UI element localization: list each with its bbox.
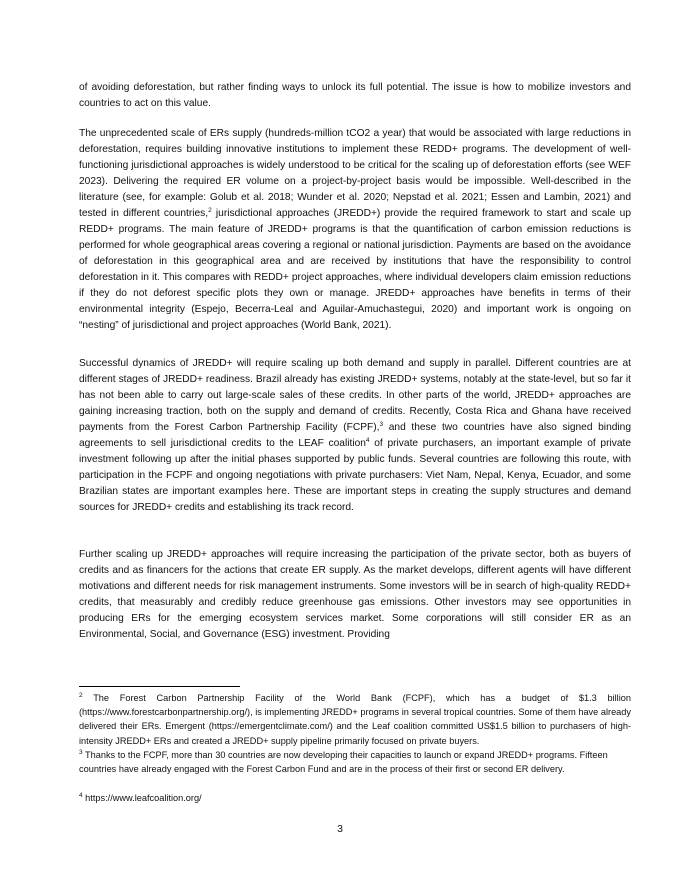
footnote-separator [79, 686, 240, 687]
paragraph-text: jurisdictional approaches (JREDD+) provide the required framework to start and scale up REDD+ programs. The main feature of JREDD+ programs is that the quantification of carbon emission reductions is performed for whole geographical areas covering a regional or national jurisdiction. Payments are based on the avoidance of deforestation in this geographical area and are received by institutions that have the responsibility to control deforestation in it. This compares with REDD+ project approaches, where individual developers claim emission reductions if they do not deforest specific plots they own or manage. JREDD+ approaches have benefits in terms of their environmental integrity (Espejo, Becerra-Leal and Aguilar-Amuchastegui, 2020) and important work is ongoing on “nesting” of jurisdictional and project approaches (World Bank, 2021). [79, 208, 631, 331]
footnote-link[interactable]: https://www.leafcoalition.org/ [82, 793, 202, 803]
footnote-text: The Forest Carbon Partnership Facility of the World Bank (FCPF), which has a budget of $1.3 billion (https://www.forestcarbonpartnership.org/), is implementing JREDD+ programs in several tropical countries. Some of them have already delivered their ERs. Emergent (https://emergentclimate.com/) and the Leaf coalition committed US$1.5 billion to purchasers of high-intensity JREDD+ ERs and created a JREDD+ supply pipeline primarily focused on private buyers. [79, 693, 631, 746]
body-paragraph [79, 547, 631, 643]
paragraph-text: Successful dynamics of JREDD+ will require scaling up both demand and supply in parallel. Different countries are at different stages of JREDD+ readiness. Brazil already has existing JREDD+ systems, notably at the state-level, but so far it has not been able to carry out large-scale sales of these credits. In other parts of the world, JREDD+ approaches are gaining increasing traction, both on the supply and demand of credits. Recently, Costa Rica and Ghana have received payments from the Forest Carbon Partnership Facility (FCPF), [79, 358, 631, 433]
footnote-text: Thanks to the FCPF, more than 30 countries are now developing their capacities to launch or expand JREDD+ programs. Fifteen countries have already engaged with the Forest Carbon Fund and are in the process of their first or second ER delivery. [79, 750, 608, 775]
footnote [79, 691, 631, 748]
footnote-mark: 2 [79, 692, 83, 699]
footnote [79, 791, 631, 805]
footnote-ref[interactable]: 2 [208, 207, 212, 214]
footnote-mark: 3 [79, 749, 83, 756]
footnote-mark: 4 [79, 792, 83, 799]
paragraph-text: of avoiding deforestation, but rather finding ways to unlock its full potential. The issue is how to mobilize investors and countries to act on this value. [79, 82, 631, 109]
paragraph-text: The unprecedented scale of ERs supply (hundreds-million tCO2 a year) that would be associated with large reductions in deforestation, requires building innovative institutions to implement these REDD+ programs. The development of well-functioning jurisdictional approaches is widely understood to be critical for the scaling up of deforestation efforts (see WEF 2023). Delivering the required ER volume on a project-by-project basis would be impossible. Well-described in the literature (see, for example: Golub et al. 2018; Wunder et al. 2020; Nepstad et al. 2021; Essen and Lambin, 2021) and tested in different countries, [79, 128, 631, 219]
paragraph-text: and these two countries have also signed binding agreements to sell jurisdictional credits to the LEAF coalition [79, 422, 631, 449]
body-paragraph [79, 356, 631, 516]
paragraph-text: of private purchasers, an important example of private investment following up after the initial phases supported by public funds. Several countries are following this route, with participation in the FCPF and ongoing negotiations with private purchasers: Viet Nam, Nepal, Kenya, Ecuador, and some Brazilian states are important examples here. These are important steps in creating the supply structures and demand sources for JREDD+ credits and establishing its track record. [79, 438, 631, 513]
paragraph-text: Further scaling up JREDD+ approaches will require increasing the participation of the private sector, both as buyers of credits and as financers for the actions that create ER supply. As the market develops, different agents will have different motivations and different needs for risk management instruments. Some investors will be in search of high-quality REDD+ credits, that measurably and credibly reduce greenhouse gas emissions. Other investors may see opportunities in producing ERs for the emerging ecosystem services market. Some corporations will still consider ER as an Environmental, Social, and Governance (ESG) investment. Providing [79, 549, 631, 640]
footnote [79, 748, 631, 776]
footnote-ref[interactable]: 4 [365, 437, 370, 444]
page-number: 3 [337, 823, 343, 835]
body-paragraph [79, 80, 631, 112]
body-paragraph [79, 126, 631, 334]
footnote-ref[interactable]: 3 [379, 421, 384, 428]
